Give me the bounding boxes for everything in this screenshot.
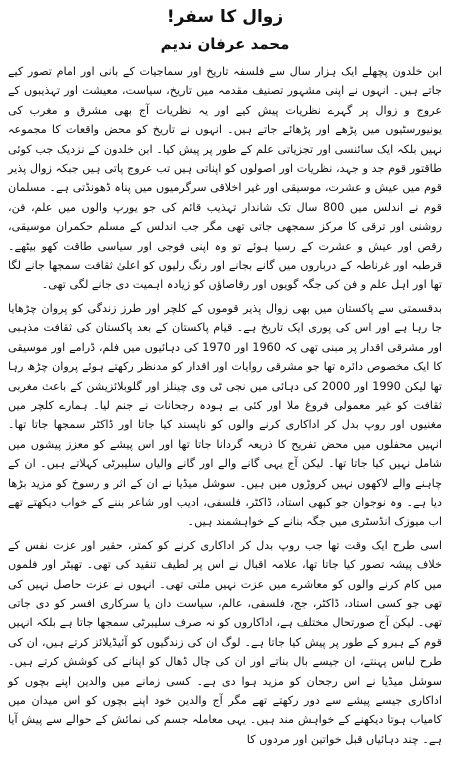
article-paragraph-1: ابن خلدون پچھلے ایک ہزار سال سے فلسفہ تاریخ اور سماجیات کے بانی اور امام تصور کیے جاتے ہیں۔ انہوں نے اپنی مشہور تصنیف مقدمہ میں تاریخ، سیاست، معیشت اور تہذیبوں کے عروج و زوال پر گہرے نظریات پیش کیے اور یہ نظریات آج بھی مشرق و مغرب کی یونیورسٹیوں میں پڑھے اور پڑھائے جاتے ہیں۔ انہوں نے تاریخ کو محض واقعات کا مجموعہ نہیں بلکہ ایک سائنسی اور تجزیاتی علم کے طور پر پیش کیا۔ ابن خلدون کے نزدیک جب کوئی طاقتور قوم جد و جہد، نظریات اور اصولوں کو اپناتی ہیں تب عروج پاتی ہیں جبکہ زوال پذیر قوم میں عیش و عشرت، موسیقی اور غیر اخلاقی سرگرمیوں میں پناہ ڈھونڈتی ہے۔ مسلمان قوم نے اندلس میں 800 سال تک شاندار تہذیب قائم کی جو یورپ والوں میں علم، فن، روشنی اور ترقی کا مرکز سمجھی جاتی تھی مگر جب اندلس کے مسلم حکمران موسیقی، رقص اور عیش و عشرت کے رسیا ہوئے تو وہ اپنی فوجی اور سیاسی طاقت کھو بیٹھے۔ قرطبہ اور غرناطہ کے درباروں میں گانے بجانے اور رنگ رلیوں کو اعلیٰ ثقافت سمجھا جانے لگا تھا اور اہل علم و فن کی جگہ گویوں اور رقاصاؤں کو زیادہ اہمیت دی جانے لگی تھی۔ [8, 65, 442, 292]
article-title: زوال کا سفر! [166, 7, 284, 27]
article-author: محمد عرفان ندیم [160, 35, 290, 53]
article-paragraph-3: اسی طرح ایک وقت تھا جب روپ بدل کر اداکاری کرنے کو کمتر، حقیر اور عزت نفس کے خلاف پیشہ تصور کیا جاتا تھا، علامہ اقبال نے اس پر لطیف تنقید کی تھی۔ تھیٹر اور فلموں میں کام کرنے والوں کو معاشرے میں عزت نہیں ملتی تھی۔ انہوں نے عزت حاصل نہیں کی تھی جو کسی استاد، ڈاکٹر، جج، فلسفی، عالم، سیاست دان یا سرکاری افسر کو دی جاتی تھی۔ لیکن آج صورتحال مختلف ہے، اداکاروں کو نہ صرف سلیبرٹی سمجھا جاتا ہے بلکہ انہیں قوم کے ہیرو کے طور پر پیش کیا جاتا ہے۔ لوگ ان کی زندگیوں کو آئیڈیلائز کرتے ہیں، ان کی طرح لباس پہنتے، ان جیسے بال بناتے اور ان کی چال ڈھال کو اپنانے کی کوشش کرتے ہیں۔ سوشل میڈیا نے اس رجحان کو مزید ہوا دی ہے۔ کسی زمانے میں والدین اپنے بچوں کو اداکاری جیسے پیشے سے دور رکھتے تھے مگر آج والدین خود اپنے بچوں کو اس میدان میں کامیاب ہوتا دیکھنے کے خواہش مند ہیں۔ یہی معاملہ جسم کی نمائش کے حوالے سے پیش آیا ہے۔ چند دہائیاں قبل خواتین اور مردوں کا [8, 538, 442, 746]
article-paragraph-2: بدقسمتی سے پاکستان میں بھی زوال پذیر قوموں کے کلچر اور طرز زندگی کو پروان چڑھایا جا رہا ہے اور اس کی پوری ایک تاریخ ہے۔ قیام پاکستان کے بعد پاکستان کی ثقافت مذہبی اور مشرقی اقدار پر مبنی تھی کہ 1960 اور 1970 کی دہائیوں میں فلم، ڈرامے اور موسیقی کا ایک مخصوص دائرہ تھا جو مشرقی روایات اور اقدار کو مدنظر رکھتے ہوئے پروان چڑھ رہا تھا لیکن 1990 اور 2000 کی دہائی میں نجی ٹی وی چینلز اور گلوبلائزیشن کے باعث مغربی ثقافت کو غیر معمولی فروغ ملا اور کئی بے ہودہ رجحانات نے جنم لیا۔ ہمارے کلچر میں مغنیوں اور روپ بدل کر اداکاری کرنے والوں کو ناپسند کیا جاتا اور ڈاکٹر سمجھا جاتا تھا۔ انہیں محفلوں میں محض تفریح کا ذریعہ گردانا جاتا تھا اور اس پیشے کو معزز پیشوں میں شامل نہیں کیا جاتا تھا۔ لیکن آج یہی گانے والے اور گانے والیاں سلیبرٹی کہلاتے ہیں۔ ان کے چاہنے والے لاکھوں نہیں کروڑوں میں ہیں۔ سوشل میڈیا نے ان کے اثر و رسوخ کو مزید بڑھا دیا ہے۔ وہ نوجوان جو کبھی استاد، ڈاکٹر، فلسفی، ادیب اور شاعر بننے کے خواب دیکھتے تھے اب میوزک انڈسٹری میں جگہ بنانے کے خواہشمند ہیں۔ [8, 301, 443, 529]
